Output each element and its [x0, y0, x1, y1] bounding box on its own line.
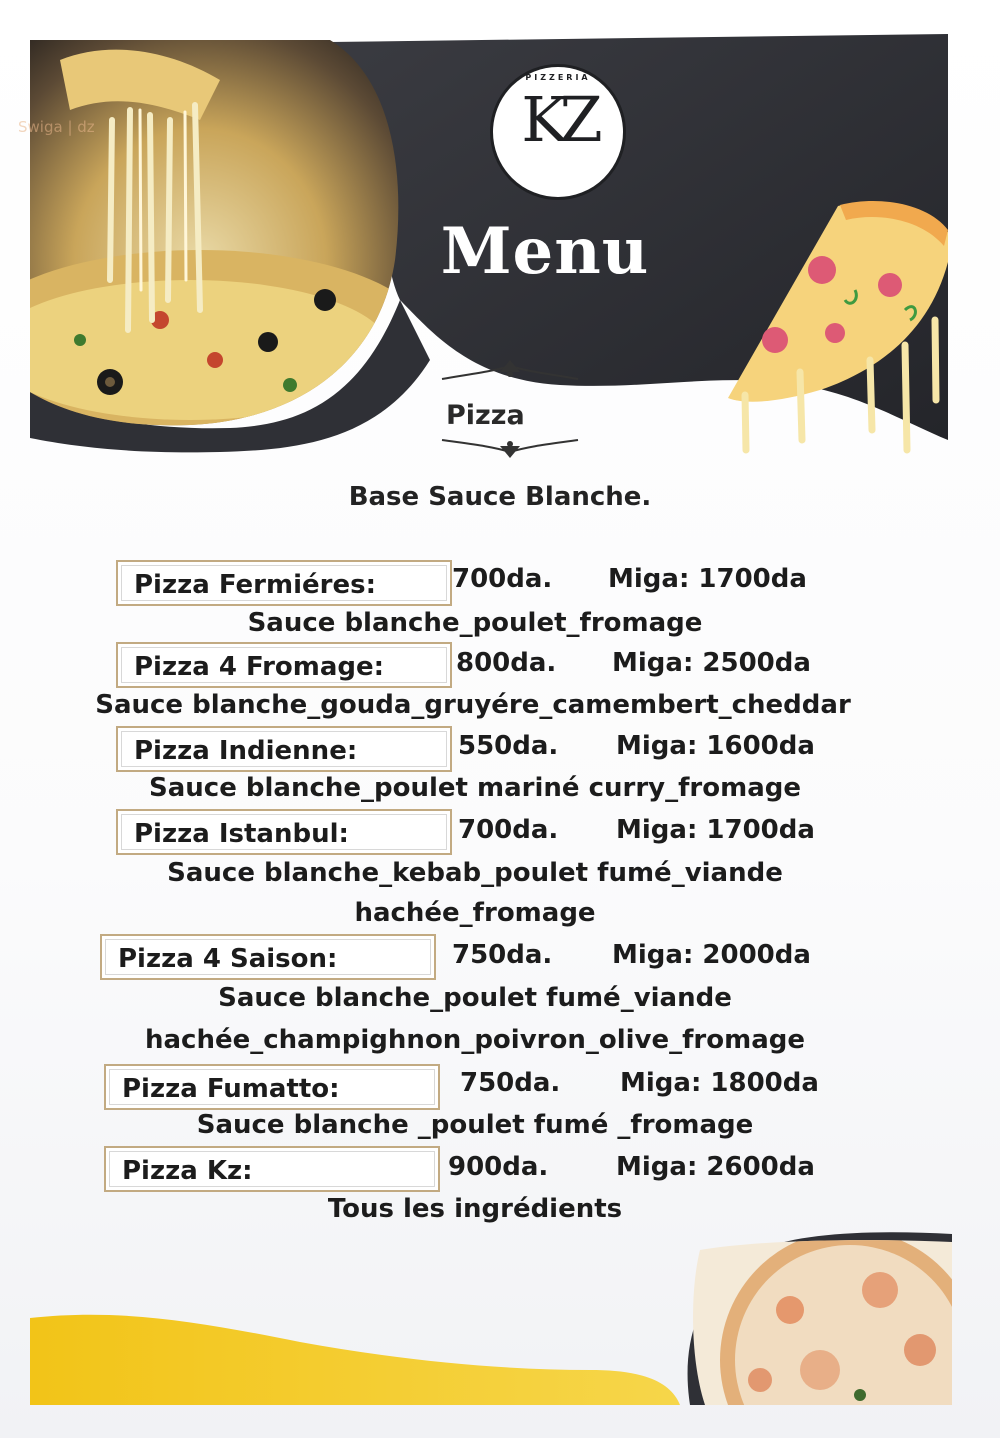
section-title: Pizza — [446, 400, 525, 431]
item-miga-price: Miga: 2000da — [612, 940, 811, 970]
item-miga-price: Miga: 2500da — [612, 648, 811, 678]
section-subtitle: Base Sauce Blanche. — [348, 482, 652, 512]
item-price: 900da. — [448, 1152, 549, 1182]
item-description-continued: hachée_champighnon_poivron_olive_fromage — [144, 1025, 805, 1055]
menu-title: Menu — [440, 214, 650, 289]
ornament-bottom — [442, 440, 578, 458]
item-price: 550da. — [458, 731, 559, 761]
item-name-istanbul: Pizza Istanbul: — [116, 809, 452, 855]
item-miga-price: Miga: 1700da — [616, 815, 815, 845]
item-price: 750da. — [460, 1068, 561, 1098]
item-description: Tous les ingrédients — [327, 1194, 623, 1224]
item-description-continued: hachée_fromage — [354, 898, 596, 928]
footer-artwork — [0, 1220, 1000, 1438]
item-description: Sauce blanche_gouda_gruyére_camembert_cheddar — [95, 690, 851, 720]
item-name-kz: Pizza Kz: — [104, 1146, 440, 1192]
yellow-wave — [30, 1315, 680, 1405]
item-description: Sauce blanche_poulet fumé_viande — [218, 983, 732, 1013]
logo-caption: PIZZERIA — [525, 73, 591, 82]
kz-logo — [490, 64, 626, 200]
item-name-4-fromage: Pizza 4 Fromage: — [116, 642, 452, 688]
item-price: 800da. — [456, 648, 557, 678]
item-miga-price: Miga: 1800da — [620, 1068, 819, 1098]
item-miga-price: Miga: 1700da — [608, 564, 807, 594]
item-name-4-saison: Pizza 4 Saison: — [100, 934, 436, 980]
item-name-fermieres: Pizza Fermiéres: — [116, 560, 452, 606]
item-price: 750da. — [452, 940, 553, 970]
item-description: Sauce blanche_poulet mariné curry_fromage — [149, 773, 801, 803]
item-description: Sauce blanche_kebab_poulet fumé_viande — [167, 858, 783, 888]
item-miga-price: Miga: 2600da — [616, 1152, 815, 1182]
logo-initials: KZ — [521, 83, 595, 156]
pizza-top-photo — [690, 1230, 980, 1438]
item-price: 700da. — [452, 564, 553, 594]
item-description: Sauce blanche _poulet fumé _fromage — [196, 1110, 754, 1140]
item-name-fumatto: Pizza Fumatto: — [104, 1064, 440, 1110]
watermark-text: Swiga | dz — [18, 118, 95, 136]
item-miga-price: Miga: 1600da — [616, 731, 815, 761]
item-price: 700da. — [458, 815, 559, 845]
item-name-indienne: Pizza Indienne: — [116, 726, 452, 772]
item-description: Sauce blanche_poulet_fromage — [247, 608, 703, 638]
